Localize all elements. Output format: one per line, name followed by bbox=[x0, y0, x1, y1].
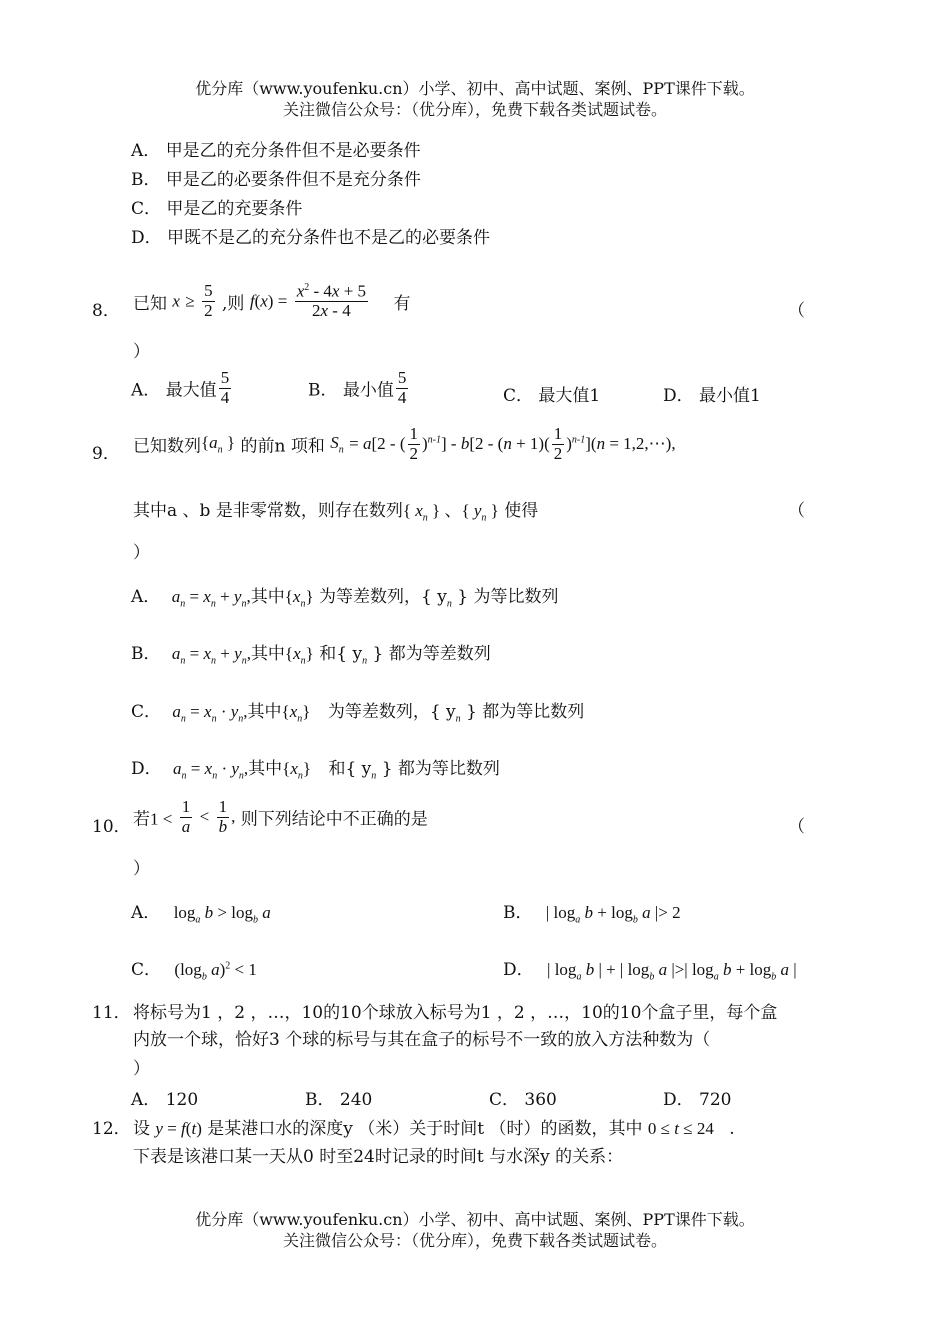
q8-option-c: C． 最大值1 bbox=[503, 386, 601, 406]
q8-option-d: D． 最小值1 bbox=[663, 386, 761, 406]
q9-line-2: 其中a 、b 是非零常数，则存在数列{ $x_n$ } 、{ $y_n$ } 使得 bbox=[133, 501, 539, 524]
q11-line-3: ） bbox=[133, 1059, 150, 1079]
header-line-2: 关注微信公众号：（优分库），免费下载各类试题试卷。 bbox=[282, 100, 667, 119]
q12-line-1: 设 y = f(t) 是某港口水的深度y （米）关于时间t （时）的函数，其中 0 ≤ t ≤ 24 . bbox=[133, 1119, 735, 1139]
q7-option-d: D． 甲既不是乙的充分条件也不是乙的必要条件 bbox=[131, 228, 491, 248]
footer-line-2: 关注微信公众号：（优分库），免费下载各类试题试卷。 bbox=[282, 1231, 667, 1250]
q10-paren-close: ） bbox=[133, 859, 150, 879]
q10-number: 10． bbox=[92, 817, 131, 837]
q11-line-1: 将标号为1 ，2 ，…，10的10个球放入标号为1 ，2 ，…，10的10个盒子里，每个盒 bbox=[133, 1003, 778, 1023]
q9-option-b: B． $a_n = x_n + y_n$,其中$\{x_n\}$ 和{ $y_n$ } 都为等差数列 bbox=[131, 644, 491, 667]
q9-option-a: A． $a_n = x_n + y_n$,其中$\{x_n\}$ 为等差数列，{ $y_n$ } 为等比数列 bbox=[131, 587, 559, 610]
q8-paren-open: （ bbox=[788, 301, 805, 321]
q9-number: 9． bbox=[92, 444, 120, 464]
q12-line-2: 下表是该港口某一天从0 时至24时记录的时间t 与水深y 的关系： bbox=[133, 1147, 624, 1167]
q11-option-d: D． 720 bbox=[663, 1090, 732, 1110]
q11-option-c: C． 360 bbox=[489, 1090, 557, 1110]
q11-number: 11． bbox=[92, 1003, 131, 1023]
q9-option-d: D． $a_n = x_n \cdot y_n$,其中$\{x_n\}$ 和{ $y_n$ } 都为等比数列 bbox=[131, 759, 500, 782]
q8-option-a: A． 最大值 $\frac{5}{4}$ bbox=[131, 368, 230, 407]
q10-paren-open: （ bbox=[788, 817, 805, 837]
q10-option-d: D． | $\log_a b$ | + | $\log_b a$ |>| $\log_a b + \log_b a$ | bbox=[503, 960, 797, 983]
q9-paren-open: （ bbox=[788, 501, 805, 521]
q12-number: 12． bbox=[92, 1119, 131, 1139]
footer-line-1: 优分库（www.youfenku.cn）小学、初中、高中试题、案例、PPT课件下载。 bbox=[195, 1210, 755, 1229]
q7-option-c: C． 甲是乙的充要条件 bbox=[131, 199, 303, 219]
q11-option-b: B． 240 bbox=[305, 1090, 373, 1110]
q10-option-b: B． | $\log_a b + \log_b a$ |> 2 bbox=[503, 903, 681, 926]
q8-option-b: B． 最小值 $\frac{5}{4}$ bbox=[308, 368, 407, 407]
q8-paren-close: ） bbox=[133, 342, 150, 362]
q8-number: 8． bbox=[92, 301, 120, 321]
header-line-1: 优分库（www.youfenku.cn）小学、初中、高中试题、案例、PPT课件下载。 bbox=[195, 79, 755, 98]
q10-option-c: C． ($\log_b$ a)$^2$ < 1 bbox=[131, 960, 257, 983]
q11-line-2: 内放一个球，恰好3 个球的标号与其在盒子的标号不一致的放入方法种数为（ bbox=[133, 1030, 711, 1050]
q11-option-a: A． 120 bbox=[131, 1090, 199, 1110]
q9-paren-close: ） bbox=[133, 543, 150, 563]
q8-stem: 已知 x ≥ $\frac{5}{2}$ ,则 f(x) = $\frac{x^2 - 4x + 5}{2x - 4}$ 有 bbox=[133, 281, 411, 321]
q10-stem: 若1 < $\frac{1}{a}$ < $\frac{1}{b}$ , 则下列结论中不正确的是 bbox=[133, 797, 428, 836]
q7-option-b: B． 甲是乙的必要条件但不是充分条件 bbox=[131, 170, 421, 190]
q9-option-c: C． $a_n = x_n \cdot y_n$,其中$\{x_n\}$ 为等差数列，{ $y_n$ } 都为等比数列 bbox=[131, 702, 585, 725]
q10-option-a: A． $\log_a b > \log_b a$ bbox=[131, 903, 271, 926]
q7-option-a: A． 甲是乙的充分条件但不是必要条件 bbox=[131, 141, 421, 161]
q9-stem: 已知数列{$a_n$ } 的前n 项和 $S_n = a[2$ - ( $\frac{1}{2}$ )$^{n-1}$] - b[2 - (n + 1)( $\frac{1}{2}$ )$^{n-1}$](n = 1,2,⋯), bbox=[133, 424, 676, 463]
